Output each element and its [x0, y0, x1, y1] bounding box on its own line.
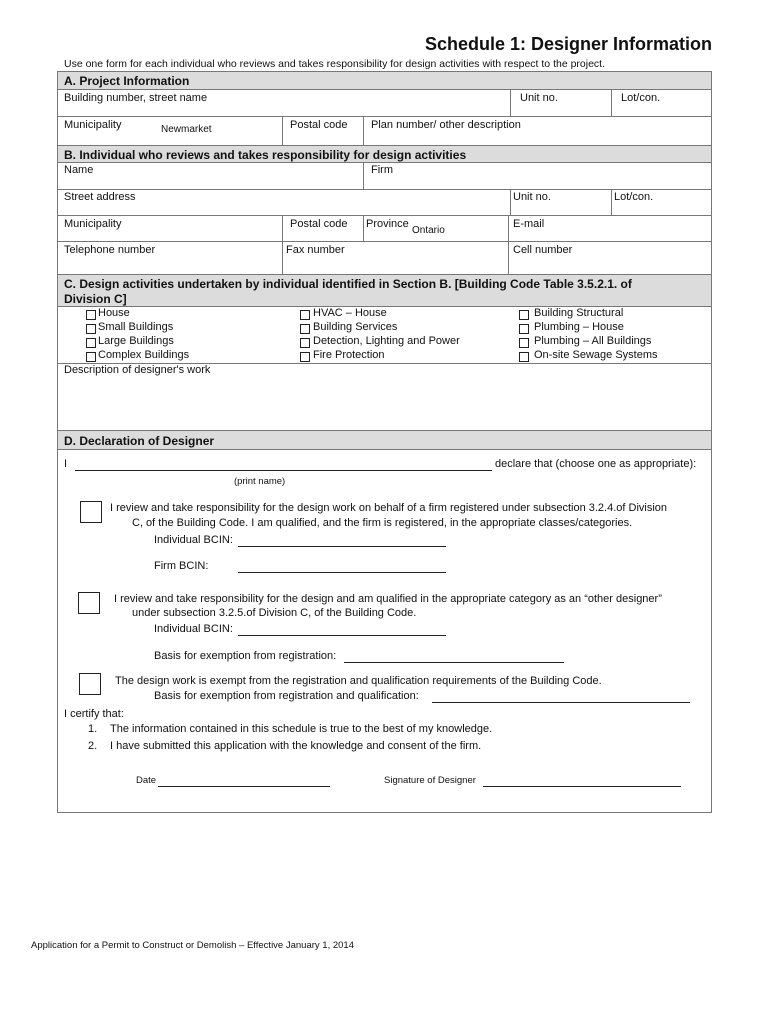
- individual-bcin-line[interactable]: [238, 546, 446, 547]
- checkbox-complex-buildings[interactable]: [86, 352, 96, 362]
- activity-building-services: Building Services: [313, 321, 398, 333]
- activity-building-structural: Building Structural: [534, 307, 624, 319]
- option3-text-line2: Basis for exemption from registration and qualification:: [154, 690, 419, 702]
- name-label: Name: [64, 164, 94, 176]
- checkbox-plumbing-house[interactable]: [519, 324, 529, 334]
- activity-onsite-sewage: On-site Sewage Systems: [534, 349, 658, 361]
- declare-text: declare that (choose one as appropriate):: [495, 458, 697, 470]
- option-exempt-checkbox[interactable]: [79, 673, 101, 695]
- checkbox-building-structural[interactable]: [519, 310, 529, 320]
- building-label: Building number, street name: [64, 92, 208, 104]
- footer-text: Application for a Permit to Construct or Demolish – Effective January 1, 2014: [31, 940, 354, 951]
- checkbox-onsite-sewage[interactable]: [519, 352, 529, 362]
- checkbox-large-buildings[interactable]: [86, 338, 96, 348]
- firm-label: Firm: [371, 164, 393, 176]
- signature-line[interactable]: [483, 786, 681, 787]
- activity-detection-lighting-power: Detection, Lighting and Power: [313, 335, 460, 347]
- lot-label-a: Lot/con.: [621, 92, 661, 104]
- designer-form: [57, 71, 712, 813]
- basis-exemption-line[interactable]: [344, 662, 564, 663]
- basis-qualification-line[interactable]: [432, 702, 690, 703]
- individual-bcin2-line[interactable]: [238, 635, 446, 636]
- section-a-heading: A. Project Information: [58, 72, 711, 90]
- certify-item-1: The information contained in this schedule is true to the best of my knowledge.: [110, 723, 493, 735]
- municipality-value[interactable]: Newmarket: [161, 124, 212, 135]
- unit-label-a: Unit no.: [520, 92, 558, 104]
- signature-label: Signature of Designer: [384, 775, 476, 786]
- firm-bcin-label: Firm BCIN:: [154, 560, 209, 572]
- cell-label: Cell number: [513, 244, 573, 256]
- checkbox-detection-lighting-power[interactable]: [300, 338, 310, 348]
- activity-plumbing-house: Plumbing – House: [534, 321, 624, 333]
- province-label: Province: [366, 218, 409, 230]
- activity-house: House: [98, 307, 130, 319]
- section-c-heading-line1: C. Design activities undertaken by individual identified in Section B. [Building Code Table 3.5.2.1. of: [64, 277, 632, 291]
- province-value[interactable]: Ontario: [412, 225, 445, 236]
- date-label: Date: [136, 775, 157, 786]
- checkbox-small-buildings[interactable]: [86, 324, 96, 334]
- checkbox-fire-protection[interactable]: [300, 352, 310, 362]
- page-title: Schedule 1: Designer Information: [424, 34, 712, 54]
- section-c-heading-line2: Division C]: [64, 292, 127, 306]
- print-name-caption: (print name): [234, 476, 286, 487]
- checkbox-plumbing-all-buildings[interactable]: [519, 338, 529, 348]
- activity-plumbing-all-buildings: Plumbing – All Buildings: [534, 335, 652, 347]
- unit-label-b: Unit no.: [513, 191, 551, 203]
- checkbox-building-services[interactable]: [300, 324, 310, 334]
- telephone-label: Telephone number: [64, 244, 156, 256]
- intro-text: Use one form for each individual who reviews and takes responsibility for design activities with respect to the project.: [64, 58, 606, 70]
- certify-label: I certify that:: [64, 708, 124, 720]
- lot-label-b: Lot/con.: [614, 191, 654, 203]
- municipality-label-a: Municipality: [64, 119, 122, 131]
- activity-small-buildings: Small Buildings: [98, 321, 174, 333]
- option-firm-registered-checkbox[interactable]: [80, 501, 102, 523]
- individual-bcin-label: Individual BCIN:: [154, 534, 233, 546]
- basis-exemption-label: Basis for exemption from registration:: [154, 650, 337, 662]
- certify-item-1-number: 1.: [88, 723, 98, 735]
- plan-label: Plan number/ other description: [371, 119, 521, 131]
- description-label: Description of designer's work: [64, 364, 211, 376]
- section-d-heading: D. Declaration of Designer: [58, 430, 711, 450]
- municipality-label-b: Municipality: [64, 218, 122, 230]
- section-b-heading: B. Individual who reviews and takes responsibility for design activities: [58, 145, 711, 163]
- section-c-heading: [58, 274, 711, 307]
- checkbox-house[interactable]: [86, 310, 96, 320]
- activity-fire-protection: Fire Protection: [313, 349, 385, 361]
- option2-text-line1: I review and take responsibility for the design and am qualified in the appropriate category as an “other designer”: [114, 593, 662, 605]
- declaration-i: I: [64, 458, 68, 470]
- firm-bcin-line[interactable]: [238, 572, 446, 573]
- option1-text-line1: I review and take responsibility for the design work on behalf of a firm registered under subsection 3.2.4.of Division: [110, 502, 668, 514]
- option3-text-line1: The design work is exempt from the registration and qualification requirements of the Building Code.: [115, 675, 602, 687]
- activity-hvac-house: HVAC – House: [313, 307, 387, 319]
- date-line[interactable]: [158, 786, 330, 787]
- postal-label-a: Postal code: [290, 119, 348, 131]
- certify-item-2-number: 2.: [88, 740, 98, 752]
- option-other-designer-checkbox[interactable]: [78, 592, 100, 614]
- print-name-line[interactable]: [75, 470, 492, 471]
- certify-item-2: I have submitted this application with the knowledge and consent of the firm.: [110, 740, 482, 752]
- street-label: Street address: [64, 191, 136, 203]
- individual-bcin2-label: Individual BCIN:: [154, 623, 233, 635]
- postal-label-b: Postal code: [290, 218, 348, 230]
- fax-label: Fax number: [286, 244, 345, 256]
- checkbox-hvac-house[interactable]: [300, 310, 310, 320]
- activity-large-buildings: Large Buildings: [98, 335, 174, 347]
- email-label: E-mail: [513, 218, 545, 230]
- activity-complex-buildings: Complex Buildings: [98, 349, 190, 361]
- option2-text-line2: under subsection 3.2.5.of Division C, of the Building Code.: [132, 607, 417, 619]
- option1-text-line2: C, of the Building Code. I am qualified, and the firm is registered, in the appropriate classes/categories.: [132, 517, 633, 529]
